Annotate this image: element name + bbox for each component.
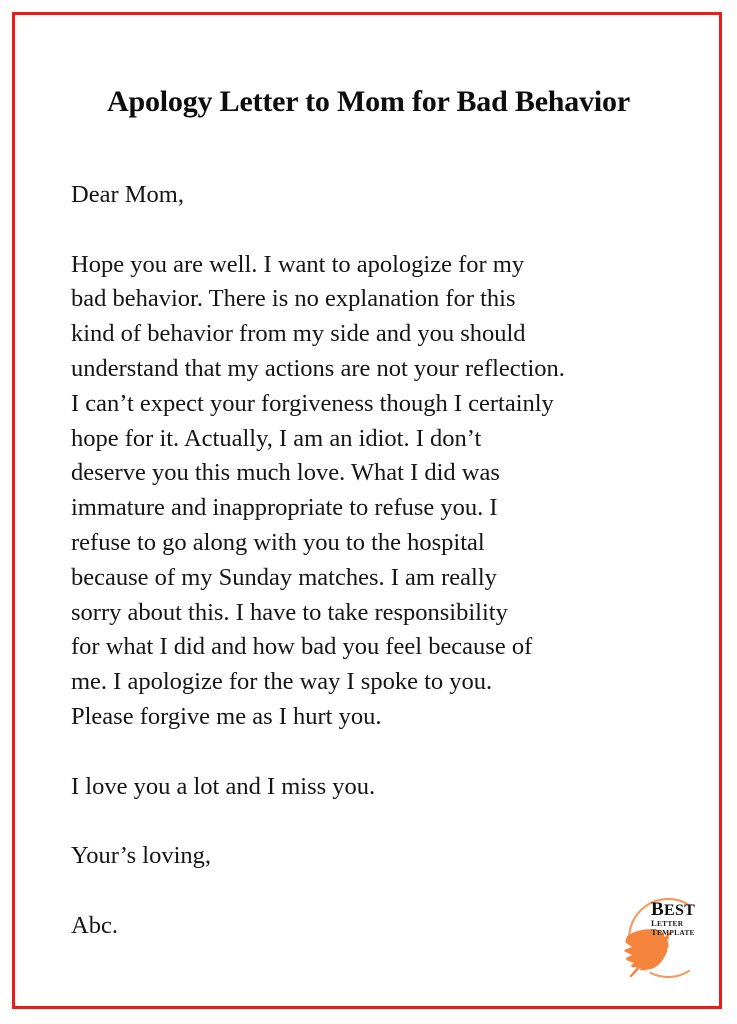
letter-line: Please forgive me as I hurt you.: [71, 702, 382, 730]
letter-signature: Abc.: [71, 911, 118, 939]
letter-body: [71, 178, 684, 944]
letter-line: deserve you this much love. What I did was: [71, 459, 500, 487]
letter-line: me. I apologize for the way I spoke to you.: [71, 668, 493, 696]
logo-tagline-initial-1: L: [651, 918, 657, 928]
letter-closing: Your’s loving,: [71, 842, 212, 870]
letter-line: for what I did and how bad you feel because of: [71, 633, 533, 661]
logo-brand-initial: B: [651, 899, 664, 920]
page-title: Apology Letter to Mom for Bad Behavior: [107, 85, 630, 118]
letter-line: I can’t expect your forgiveness though I certainly: [71, 389, 554, 417]
letter-line: bad behavior. There is no explanation for this: [71, 285, 516, 313]
logo-brand-rest: EST: [663, 902, 696, 919]
letter-paragraph-2: I love you a lot and I miss you.: [71, 772, 376, 800]
letter-line: Hope you are well. I want to apologize for my: [71, 250, 525, 278]
letter-salutation: Dear Mom,: [71, 181, 184, 208]
logo-tagline-initial-2: T: [651, 927, 657, 937]
letter-line: because of my Sunday matches. I am really: [71, 563, 497, 591]
letter-line: refuse to go along with you to the hospital: [71, 528, 485, 556]
logo-tagline: [651, 919, 709, 937]
logo-tagline-rest-2: EMPLATE: [656, 928, 695, 937]
letter-line: sorry about this. I have to take responsibility: [71, 598, 508, 626]
logo-wordmark: [651, 899, 709, 937]
letter-line: hope for it. Actually, I am an idiot. I don’t: [71, 424, 482, 452]
logo-brand-name: [651, 899, 709, 920]
letter-line: immature and inappropriate to refuse you. I: [71, 494, 498, 522]
letter-line: understand that my actions are not your reflection.: [71, 354, 565, 382]
letter-paragraph-1: [71, 248, 681, 735]
letter-line: kind of behavior from my side and you should: [71, 320, 526, 348]
logo-tagline-rest-1: ETTER: [656, 919, 684, 928]
brand-logo: [601, 893, 705, 988]
